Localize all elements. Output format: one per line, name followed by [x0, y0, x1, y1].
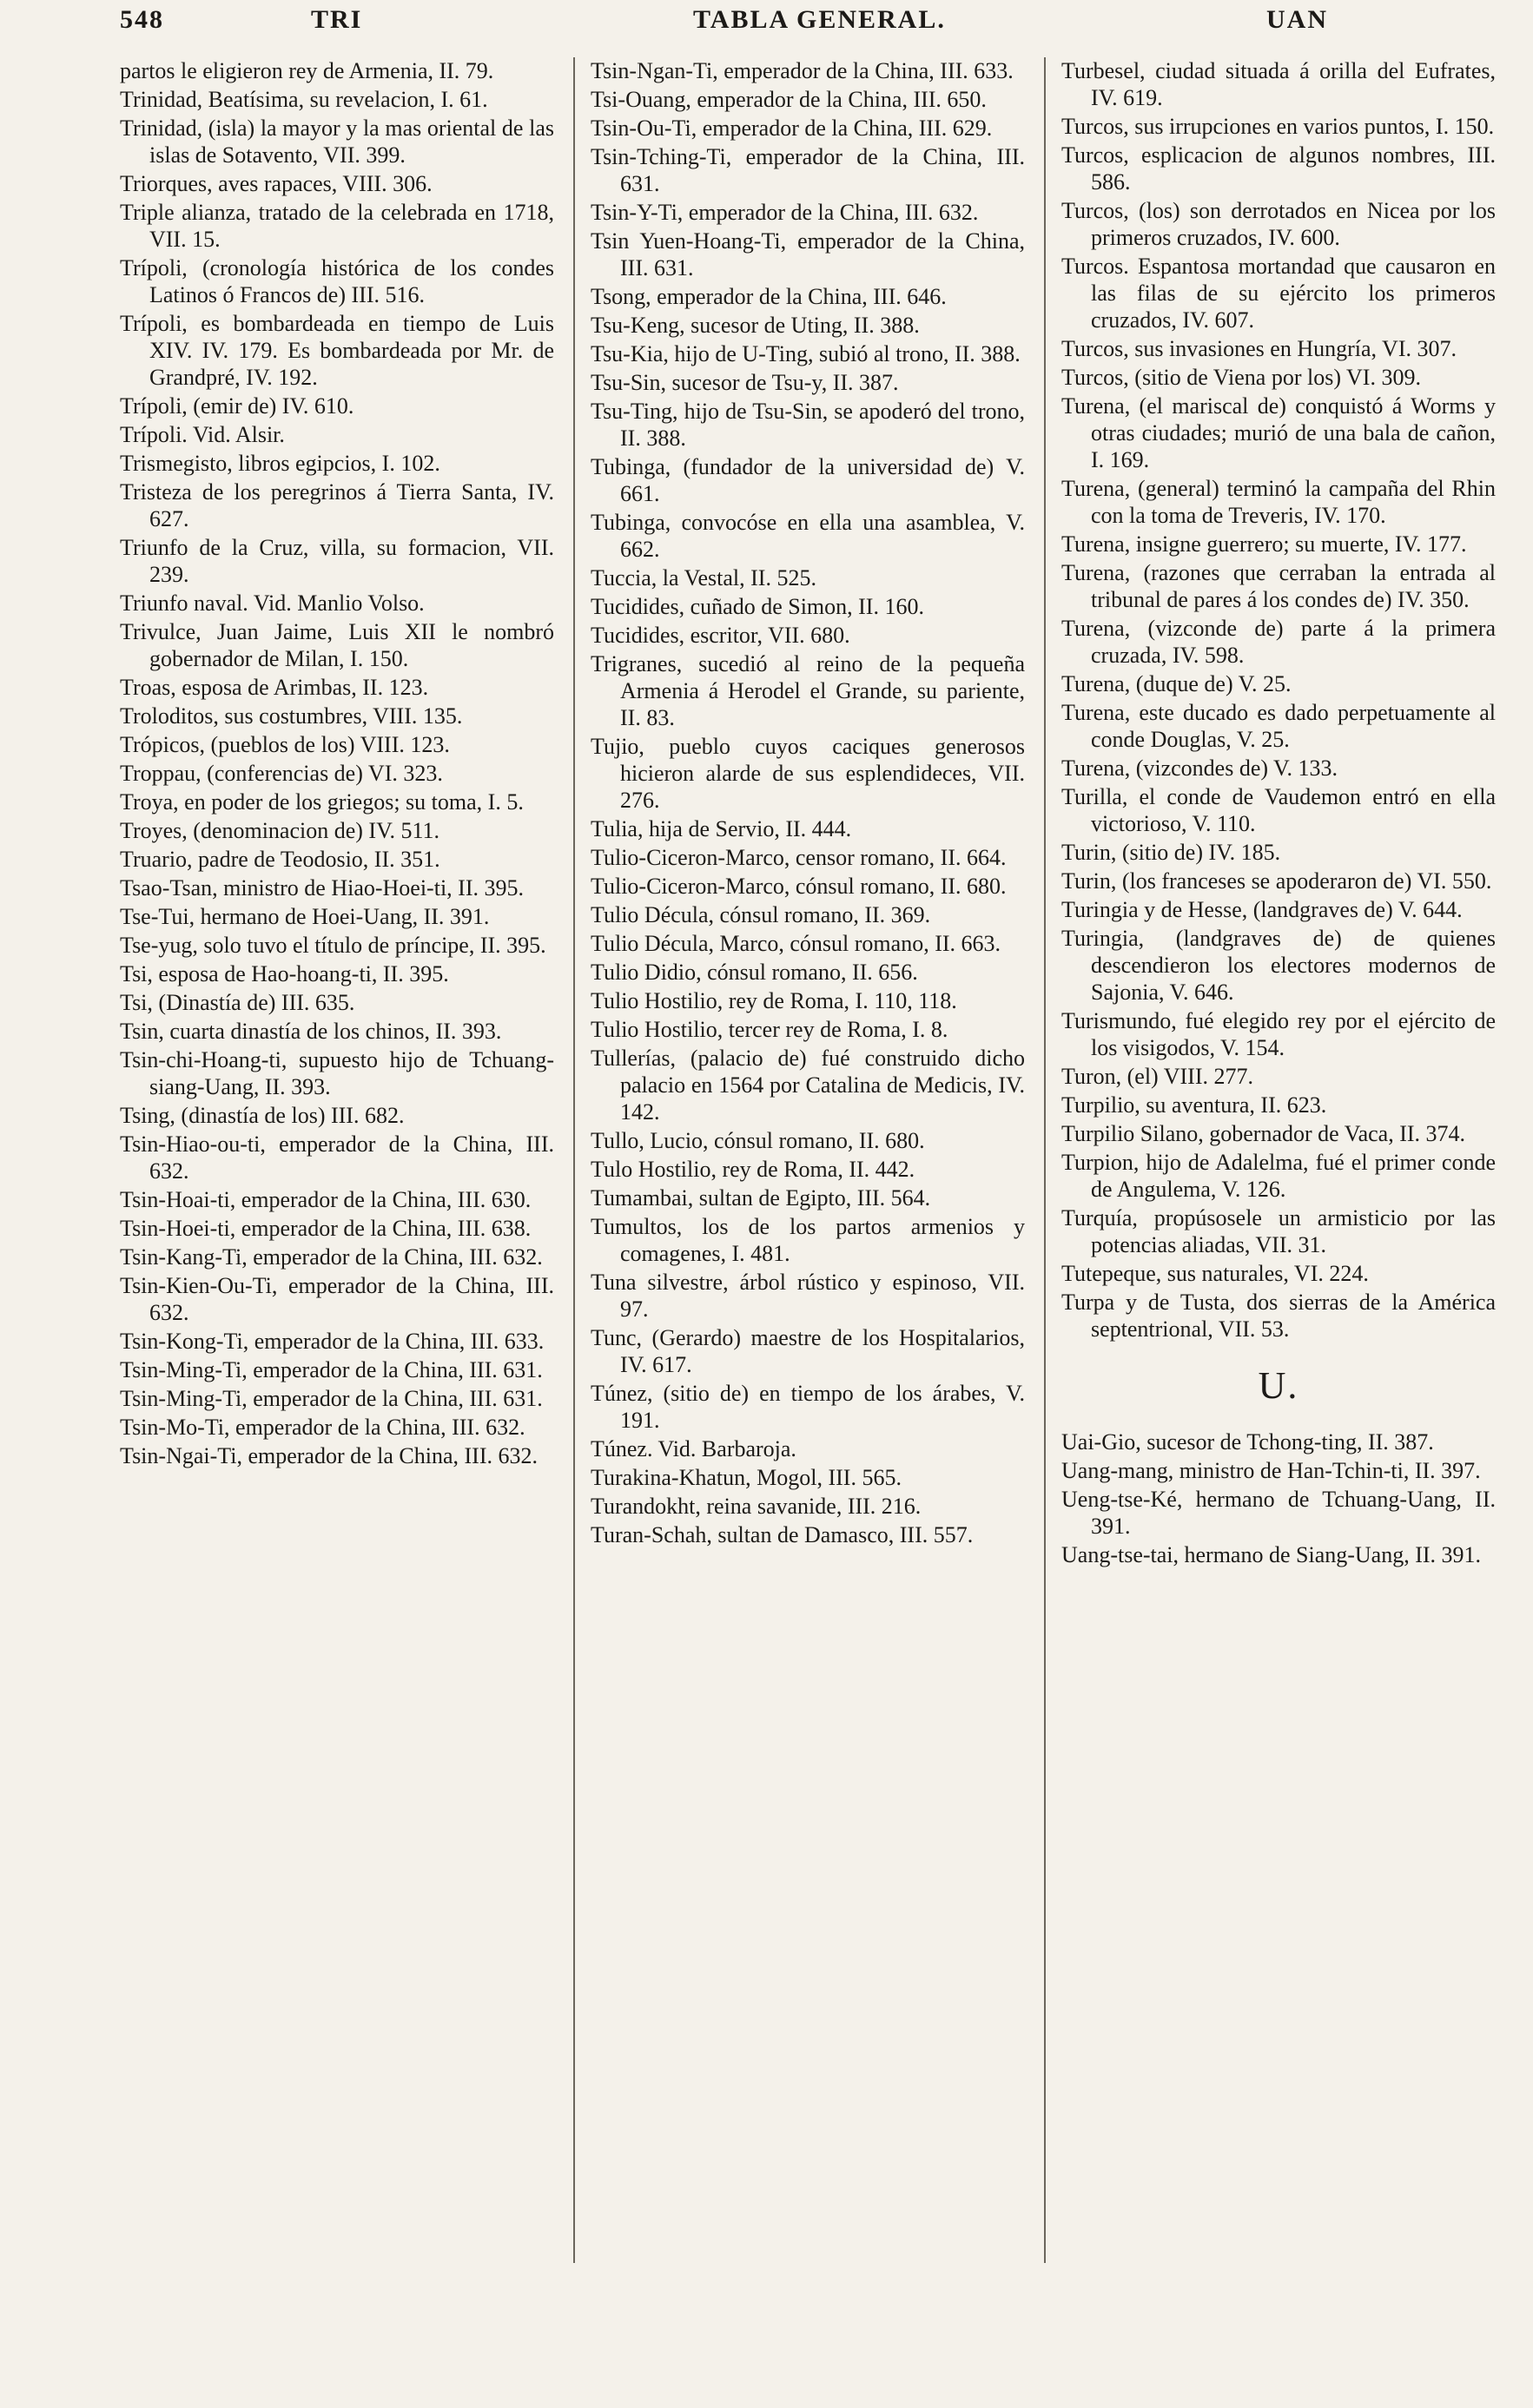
index-entry: Triorques, aves rapaces, VIII. 306. [120, 171, 433, 196]
index-entry: Tsong, emperador de la China, III. 646. [591, 284, 947, 309]
index-entry: Tsin-Ngan-Ti, emperador de la China, III. 633. [591, 58, 1014, 83]
index-entry: Turakina-Khatun, Mogol, III. 565. [591, 1465, 902, 1490]
index-entry: Tunc, (Gerardo) maestre de los Hospitalarios, IV. 617. [591, 1325, 1025, 1377]
index-entry: Trismegisto, libros egipcios, I. 102. [120, 451, 440, 476]
index-entry: Tuna silvestre, árbol rústico y espinoso, VII. 97. [591, 1270, 1025, 1322]
index-entry: Tulo Hostilio, rey de Roma, II. 442. [591, 1157, 915, 1182]
index-entry: Turon, (el) VIII. 277. [1061, 1064, 1253, 1089]
index-entry: Turin, (los franceses se apoderaron de) VI. 550. [1061, 868, 1492, 894]
index-entry: Turcos, sus invasiones en Hungría, VI. 307. [1061, 336, 1457, 361]
index-entry: Tulio Hostilio, tercer rey de Roma, I. 8. [591, 1017, 948, 1042]
index-column-3 [1061, 57, 1496, 2385]
index-entry: Tulio Décula, Marco, cónsul romano, II. 663. [591, 931, 1001, 956]
index-entry: Tse-yug, solo tuvo el título de príncipe, II. 395. [120, 933, 546, 958]
index-entry: Trípoli, (cronología histórica de los condes Latinos ó Francos de) III. 516. [120, 255, 554, 307]
index-entry: Tsin-Kong-Ti, emperador de la China, III. 633. [120, 1329, 545, 1354]
index-entry: Tucidides, cuñado de Simon, II. 160. [591, 594, 924, 619]
index-entry: Turena, este ducado es dado perpetuamente al conde Douglas, V. 25. [1061, 700, 1496, 752]
index-entry: Turena, (razones que cerraban la entrada al tribunal de pares á los condes de) IV. 350. [1061, 560, 1496, 612]
index-entry: Turandokht, reina savanide, III. 216. [591, 1494, 922, 1519]
index-entry: Troloditos, sus costumbres, VIII. 135. [120, 703, 463, 729]
index-column-2 [591, 57, 1025, 2385]
index-entry: Turismundo, fué elegido rey por el ejército de los visigodos, V. 154. [1061, 1008, 1496, 1060]
index-entry: Turcos, esplicacion de algunos nombres, III. 586. [1061, 142, 1496, 195]
index-entry: Trípoli. Vid. Alsir. [120, 422, 285, 447]
index-entry: Tumambai, sultan de Egipto, III. 564. [591, 1185, 931, 1211]
index-entry: Tullerías, (palacio de) fué construido dicho palacio en 1564 por Catalina de Medicis, IV. 142. [591, 1046, 1025, 1125]
index-entry: Tsin-Y-Ti, emperador de la China, III. 632. [591, 200, 979, 225]
index-entry: Trípoli, es bombardeada en tiempo de Luis XIV. IV. 179. Es bombardeada por Mr. de Grandpré, IV. 192. [120, 311, 554, 390]
page-number: 548 [120, 5, 164, 34]
index-entry: Troas, esposa de Arimbas, II. 123. [120, 675, 429, 700]
right-guide-word: UAN [1266, 5, 1328, 34]
index-entry: Tujio, pueblo cuyos caciques generosos hicieron alarde de sus esplendideces, VII. 276. [591, 734, 1025, 813]
index-entry: Turcos, (sitio de Viena por los) VI. 309. [1061, 365, 1421, 390]
index-entry: Turpion, hijo de Adalelma, fué el primer conde de Angulema, V. 126. [1061, 1150, 1496, 1202]
index-entry: Tsin-Kang-Ti, emperador de la China, III. 632. [120, 1244, 543, 1270]
index-entry: Tsu-Ting, hijo de Tsu-Sin, se apoderó del trono, II. 388. [591, 399, 1025, 451]
index-entry: Tsin-Mo-Ti, emperador de la China, III. 632. [120, 1415, 525, 1440]
index-entry: Troya, en poder de los griegos; su toma, I. 5. [120, 789, 524, 815]
left-guide-word: TRI [311, 5, 363, 34]
section-letter-u: U. [1258, 1364, 1299, 1407]
index-entry: Turan-Schah, sultan de Damasco, III. 557. [591, 1522, 974, 1547]
index-entry: Túnez, (sitio de) en tiempo de los árabes, V. 191. [591, 1381, 1025, 1433]
index-entry: Turcos, sus irrupciones en varios puntos, I. 150. [1061, 114, 1495, 139]
index-entry: Tsu-Sin, sucesor de Tsu-y, II. 387. [591, 370, 899, 395]
index-entry: Turpa y de Tusta, dos sierras de la América septentrional, VII. 53. [1061, 1290, 1496, 1342]
index-entry: Túnez. Vid. Barbaroja. [591, 1436, 796, 1461]
index-entry: Tubinga, (fundador de la universidad de) V. 661. [591, 454, 1025, 506]
index-entry: Tsin-Hoai-ti, emperador de la China, III. 630. [120, 1187, 532, 1212]
index-entry: Turin, (sitio de) IV. 185. [1061, 840, 1281, 865]
index-entry: Tulio Décula, cónsul romano, II. 369. [591, 902, 931, 927]
index-entry: Tsin-Kien-Ou-Ti, emperador de la China, III. 632. [120, 1273, 554, 1325]
index-entry: partos le eligieron rey de Armenia, II. 79. [120, 58, 494, 83]
index-entry: Tsi-Ouang, emperador de la China, III. 650. [591, 87, 987, 112]
index-entry: Tsin, cuarta dinastía de los chinos, II. 393. [120, 1019, 502, 1044]
index-entry: Triunfo de la Cruz, villa, su formacion, VII. 239. [120, 535, 554, 587]
index-column-1 [120, 57, 554, 2385]
index-entry: Uai-Gio, sucesor de Tchong-ting, II. 387. [1061, 1429, 1434, 1455]
index-entry: Turcos. Espantosa mortandad que causaron en las filas de su ejército los primeros cruzados, IV. 607. [1061, 254, 1496, 333]
index-entry: Tristeza de los peregrinos á Tierra Santa, IV. 627. [120, 479, 554, 531]
index-entry: Tsin-Ou-Ti, emperador de la China, III. 629. [591, 115, 993, 141]
index-entry: Tsin-Ming-Ti, emperador de la China, III. 631. [120, 1386, 543, 1411]
index-entry: Tsi, esposa de Hao-hoang-ti, II. 395. [120, 961, 449, 986]
index-entry: Tsin-Ming-Ti, emperador de la China, III. 631. [120, 1357, 543, 1382]
index-entry: Tsi, (Dinastía de) III. 635. [120, 990, 355, 1015]
index-entry: Triple alianza, tratado de la celebrada en 1718, VII. 15. [120, 200, 554, 252]
index-entry: Tuccia, la Vestal, II. 525. [591, 565, 816, 590]
index-entry: Ueng-tse-Ké, hermano de Tchuang-Uang, II. 391. [1061, 1487, 1496, 1539]
index-entry: Trópicos, (pueblos de los) VIII. 123. [120, 732, 450, 757]
index-entry: Truario, padre de Teodosio, II. 351. [120, 847, 440, 872]
index-entry: Tsu-Keng, sucesor de Uting, II. 388. [591, 313, 920, 338]
index-entry: Troppau, (conferencias de) VI. 323. [120, 761, 443, 786]
index-entry: Tsin Yuen-Hoang-Ti, emperador de la China, III. 631. [591, 228, 1025, 280]
index-entry: Tsin-Tching-Ti, emperador de la China, III. 631. [591, 144, 1025, 196]
index-entry: Trípoli, (emir de) IV. 610. [120, 393, 354, 419]
index-entry: Turena, (vizcondes de) V. 133. [1061, 755, 1338, 781]
index-entry: Tullo, Lucio, cónsul romano, II. 680. [591, 1128, 925, 1153]
index-entry: Turpilio, su aventura, II. 623. [1061, 1092, 1327, 1118]
index-entry: Tsing, (dinastía de los) III. 682. [120, 1103, 405, 1128]
index-entry: Turena, (duque de) V. 25. [1061, 671, 1292, 696]
index-entry: Triunfo naval. Vid. Manlio Volso. [120, 590, 425, 616]
index-entry: Trinidad, Beatísima, su revelacion, I. 61. [120, 87, 488, 112]
index-entry: Uang-tse-tai, hermano de Siang-Uang, II. 391. [1061, 1542, 1482, 1567]
index-entry: Turingia, (landgraves de) de quienes descendieron los electores modernos de Sajonia, V. 646. [1061, 926, 1496, 1005]
index-entry: Tsin-Hiao-ou-ti, emperador de la China, III. 632. [120, 1131, 554, 1184]
index-entry: Trigranes, sucedió al reino de la pequeña Armenia á Herodel el Grande, su pariente, II. 83. [591, 651, 1025, 730]
index-entry: Tse-Tui, hermano de Hoei-Uang, II. 391. [120, 904, 490, 929]
index-entry: Tutepeque, sus naturales, VI. 224. [1061, 1261, 1369, 1286]
column-divider [573, 57, 575, 2263]
index-entry: Turquía, propúsosele un armisticio por las potencias aliadas, VII. 31. [1061, 1205, 1496, 1257]
index-entry: Tsin-chi-Hoang-ti, supuesto hijo de Tchuang-siang-Uang, II. 393. [120, 1047, 554, 1099]
index-entry: Trinidad, (isla) la mayor y la mas oriental de las islas de Sotavento, VII. 399. [120, 115, 554, 168]
index-entry: Turingia y de Hesse, (landgraves de) V. 644. [1061, 897, 1463, 922]
index-entry: Turpilio Silano, gobernador de Vaca, II. 374. [1061, 1121, 1466, 1146]
index-entry: Turbesel, ciudad situada á orilla del Eufrates, IV. 619. [1061, 58, 1496, 110]
index-entry: Turena, (vizconde de) parte á la primera cruzada, IV. 598. [1061, 616, 1496, 668]
index-entry: Turena, (el mariscal de) conquistó á Worms y otras ciudades; murió de una bala de cañon, I. 169. [1061, 393, 1496, 472]
index-entry: Tucidides, escritor, VII. 680. [591, 623, 850, 648]
index-entry: Tsao-Tsan, ministro de Hiao-Hoei-ti, II. 395. [120, 875, 524, 901]
index-entry: Troyes, (denominacion de) IV. 511. [120, 818, 440, 843]
page-title: TABLA GENERAL. [693, 5, 946, 34]
index-entry: Tulio-Ciceron-Marco, cónsul romano, II. 680. [591, 874, 1007, 899]
column-divider [1044, 57, 1046, 2263]
index-entry: Turilla, el conde de Vaudemon entró en ella victorioso, V. 110. [1061, 784, 1496, 836]
index-entry: Tsu-Kia, hijo de U-Ting, subió al trono, II. 388. [591, 341, 1021, 366]
index-entry: Uang-mang, ministro de Han-Tchin-ti, II. 397. [1061, 1458, 1481, 1483]
index-entry: Tulio Didio, cónsul romano, II. 656. [591, 960, 918, 985]
index-entry: Tulio Hostilio, rey de Roma, I. 110, 118. [591, 988, 957, 1013]
index-entry: Turcos, (los) son derrotados en Nicea por los primeros cruzados, IV. 600. [1061, 198, 1496, 250]
index-entry: Tulio-Ciceron-Marco, censor romano, II. 664. [591, 845, 1007, 870]
index-entry: Tumultos, los de los partos armenios y comagenes, I. 481. [591, 1214, 1025, 1266]
index-entry: Tulia, hija de Servio, II. 444. [591, 816, 852, 841]
index-entry: Turena, (general) terminó la campaña del Rhin con la toma de Treveris, IV. 170. [1061, 476, 1496, 528]
index-entry: Tsin-Ngai-Ti, emperador de la China, III. 632. [120, 1443, 538, 1468]
index-entry: Turena, insigne guerrero; su muerte, IV. 177. [1061, 531, 1467, 557]
index-entry: Trivulce, Juan Jaime, Luis XII le nombró gobernador de Milan, I. 150. [120, 619, 554, 671]
running-header [120, 5, 1510, 50]
index-entry: Tubinga, convocóse en ella una asamblea, V. 662. [591, 510, 1025, 562]
index-entry: Tsin-Hoei-ti, emperador de la China, III. 638. [120, 1216, 532, 1241]
